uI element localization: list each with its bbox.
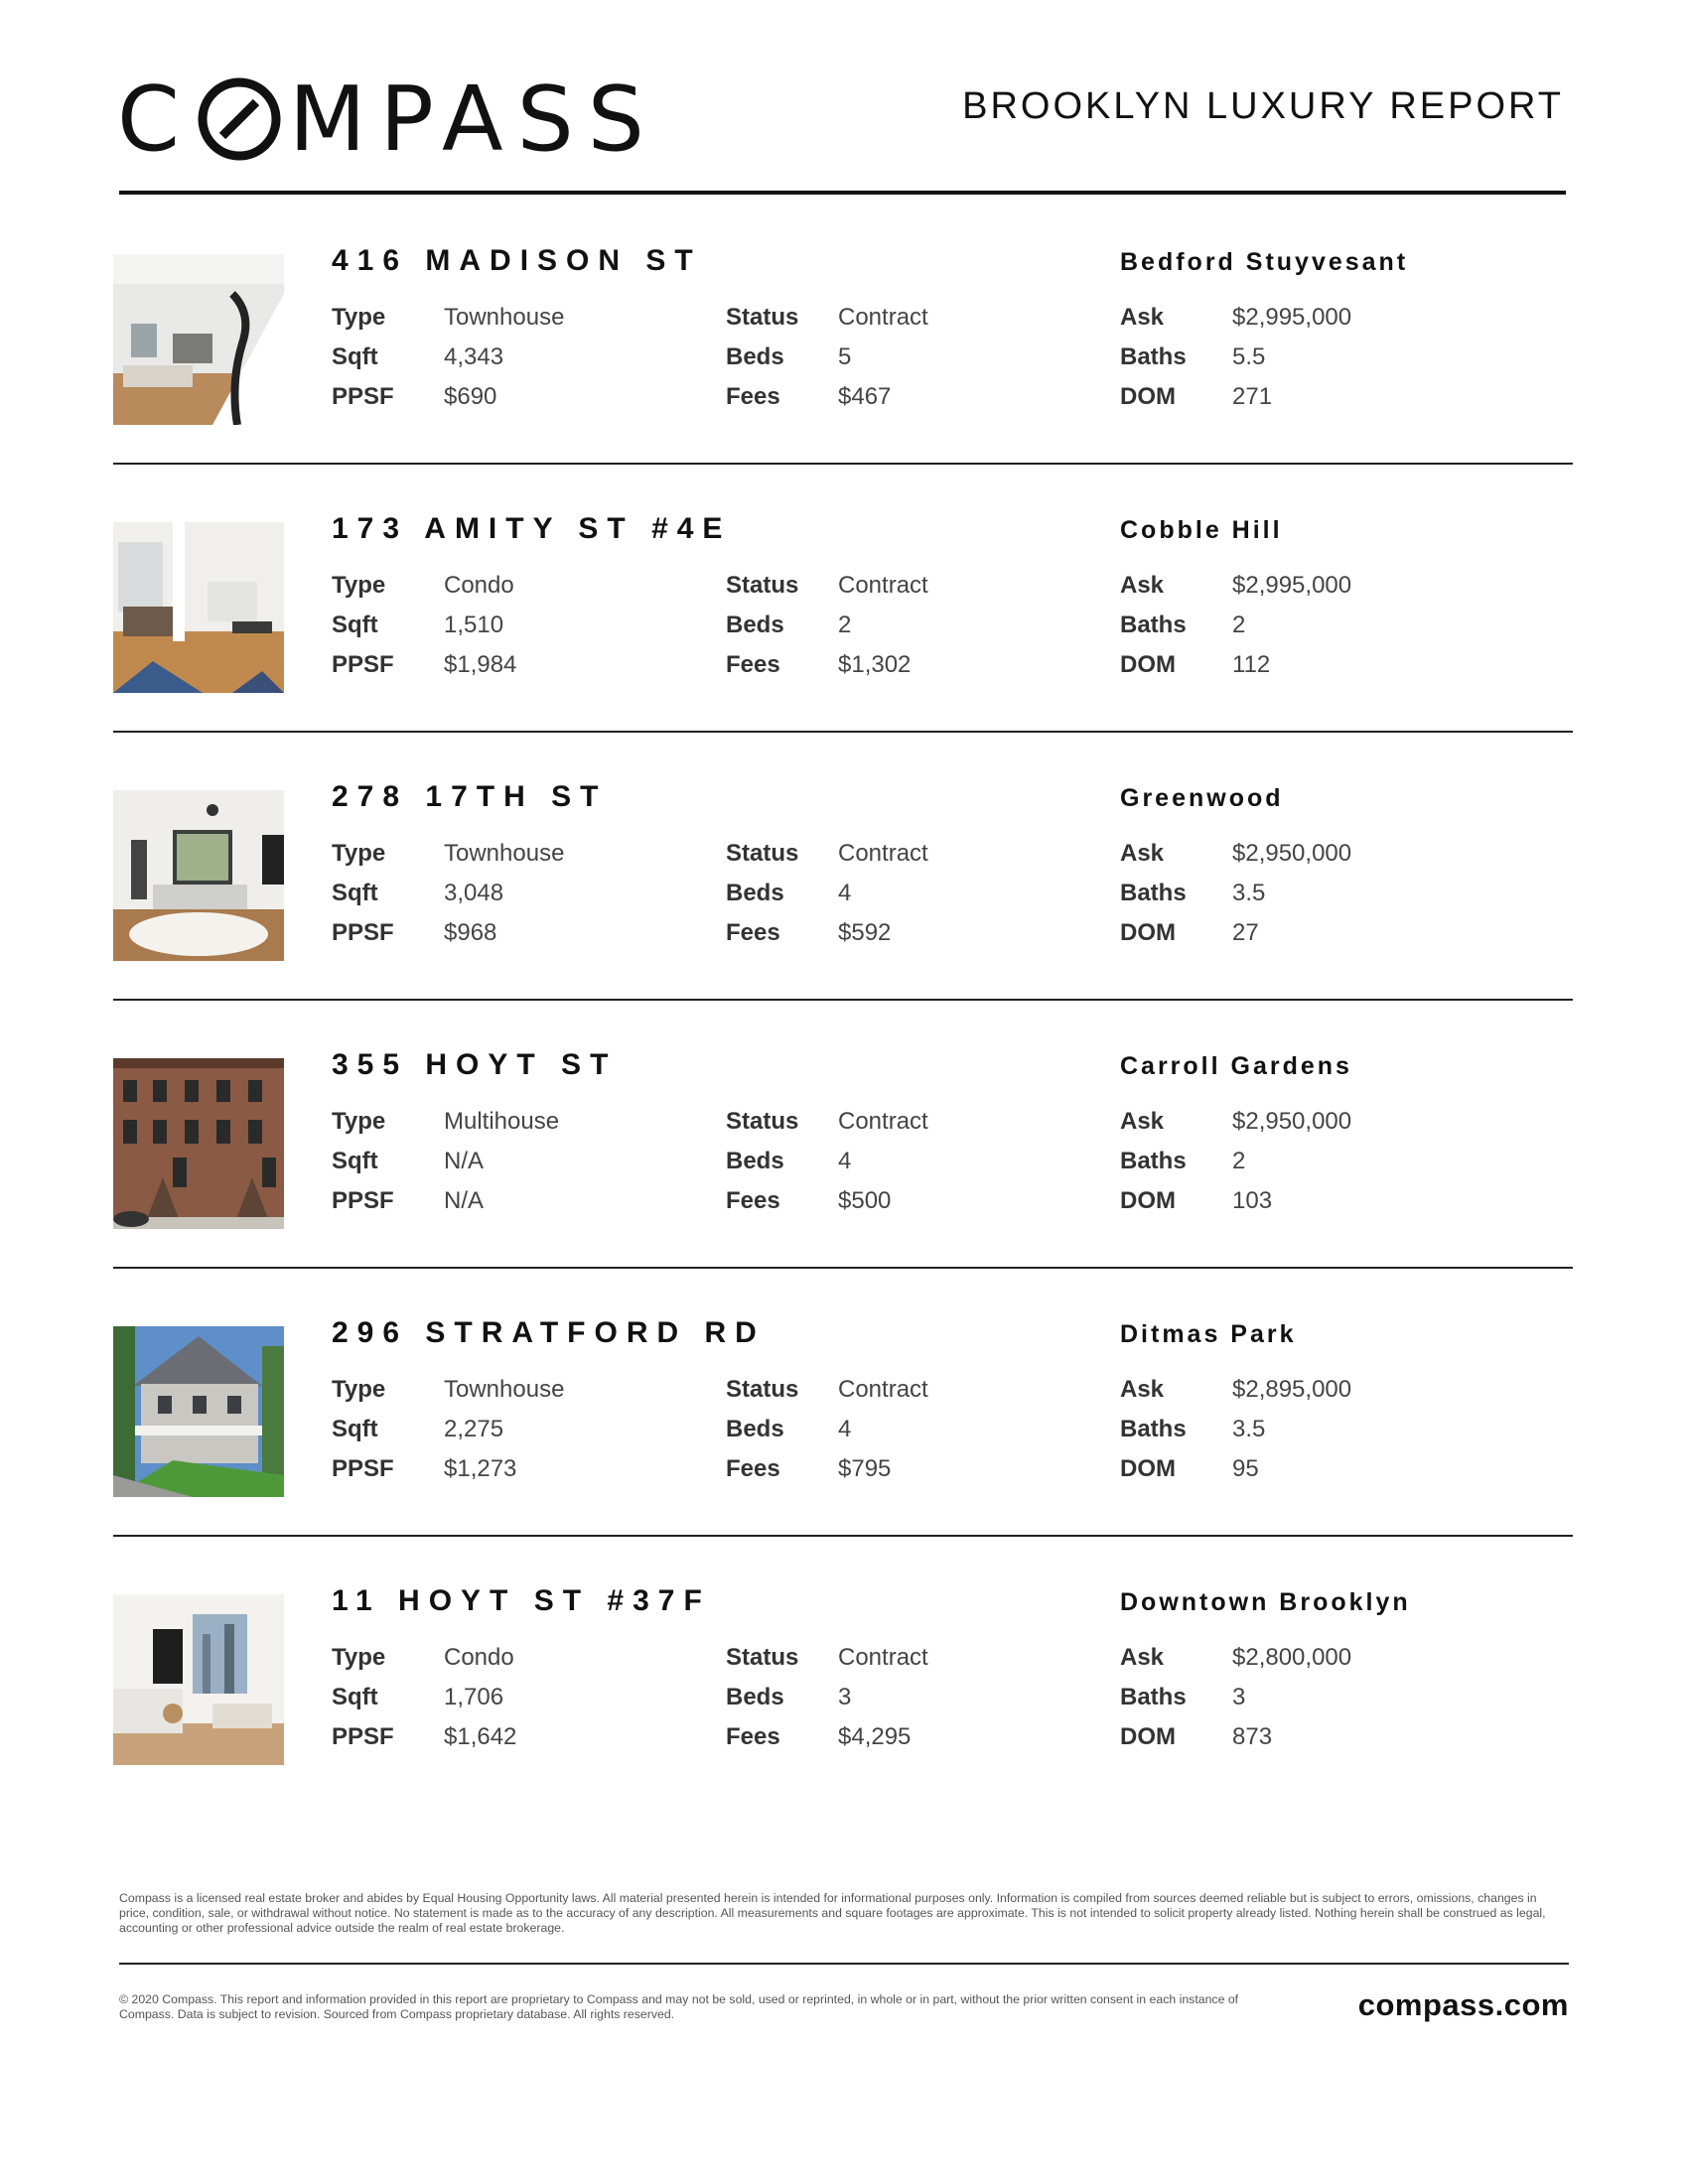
compass-logo <box>117 67 658 172</box>
type-label: Type <box>332 1376 386 1403</box>
type-value: Condo <box>444 1644 514 1671</box>
ask-value: $2,995,000 <box>1232 304 1352 331</box>
beds-label: Beds <box>726 1416 784 1442</box>
living-room-photo-icon <box>113 790 284 961</box>
fees-value: $500 <box>838 1187 892 1214</box>
ppsf-label: PPSF <box>332 919 394 946</box>
sqft-value: 1,706 <box>444 1684 504 1710</box>
beds-value: 4 <box>838 880 852 906</box>
listing-item <box>113 197 1573 465</box>
fees-label: Fees <box>726 1723 780 1750</box>
condo-interior-photo-icon <box>113 1594 284 1765</box>
beds-value: 3 <box>838 1684 852 1710</box>
ppsf-label: PPSF <box>332 1455 394 1482</box>
sqft-label: Sqft <box>332 880 378 906</box>
baths-label: Baths <box>1120 1148 1187 1174</box>
fees-value: $1,302 <box>838 651 912 678</box>
dom-label: DOM <box>1120 1455 1176 1482</box>
ask-label: Ask <box>1120 840 1165 867</box>
status-label: Status <box>726 1108 799 1135</box>
sqft-value: 3,048 <box>444 880 504 906</box>
type-label: Type <box>332 1644 386 1671</box>
listing-neighborhood: Greenwood <box>1120 784 1284 812</box>
ppsf-label: PPSF <box>332 1187 394 1214</box>
ppsf-label: PPSF <box>332 1723 394 1750</box>
baths-label: Baths <box>1120 880 1187 906</box>
status-value: Contract <box>838 1644 928 1671</box>
property-photo <box>113 790 284 961</box>
type-value: Multihouse <box>444 1108 560 1135</box>
report-title: BROOKLYN LUXURY REPORT <box>962 85 1564 127</box>
dom-label: DOM <box>1120 1187 1176 1214</box>
ask-value: $2,800,000 <box>1232 1644 1352 1671</box>
status-label: Status <box>726 1376 799 1403</box>
sqft-label: Sqft <box>332 343 378 370</box>
ask-label: Ask <box>1120 1108 1165 1135</box>
status-value: Contract <box>838 572 928 599</box>
beds-value: 4 <box>838 1148 852 1174</box>
fees-value: $795 <box>838 1455 892 1482</box>
dom-label: DOM <box>1120 1723 1176 1750</box>
ppsf-value: $1,642 <box>444 1723 517 1750</box>
beds-label: Beds <box>726 880 784 906</box>
ask-label: Ask <box>1120 1644 1165 1671</box>
ask-value: $2,995,000 <box>1232 572 1352 599</box>
header-divider <box>119 191 1566 195</box>
type-label: Type <box>332 840 386 867</box>
type-value: Townhouse <box>444 304 565 331</box>
brownstone-photo-icon <box>113 1058 284 1229</box>
fees-value: $4,295 <box>838 1723 912 1750</box>
status-value: Contract <box>838 304 928 331</box>
listing-item <box>113 733 1573 1001</box>
ppsf-value: $968 <box>444 919 497 946</box>
listing-neighborhood: Downtown Brooklyn <box>1120 1588 1411 1616</box>
interior-stair-photo-icon <box>113 254 284 425</box>
listing-address: 11 HOYT ST #37F <box>332 1584 711 1617</box>
fees-value: $592 <box>838 919 892 946</box>
listing-address: 355 HOYT ST <box>332 1048 618 1081</box>
baths-value: 3.5 <box>1232 1416 1266 1442</box>
listing-neighborhood: Carroll Gardens <box>1120 1052 1352 1080</box>
fees-label: Fees <box>726 1455 780 1482</box>
baths-value: 5.5 <box>1232 343 1266 370</box>
fees-label: Fees <box>726 651 780 678</box>
fees-label: Fees <box>726 919 780 946</box>
ppsf-value: $1,273 <box>444 1455 517 1482</box>
ask-value: $2,895,000 <box>1232 1376 1352 1403</box>
ask-label: Ask <box>1120 304 1165 331</box>
website-link[interactable]: compass.com <box>1357 1987 1569 2022</box>
logo-letters-start: C <box>117 67 194 172</box>
dom-value: 103 <box>1232 1187 1273 1214</box>
status-value: Contract <box>838 1376 928 1403</box>
status-label: Status <box>726 304 799 331</box>
beds-label: Beds <box>726 1684 784 1710</box>
dom-label: DOM <box>1120 919 1176 946</box>
status-label: Status <box>726 1644 799 1671</box>
status-value: Contract <box>838 1108 928 1135</box>
ask-value: $2,950,000 <box>1232 840 1352 867</box>
listing-item <box>113 465 1573 733</box>
listing-item <box>113 1269 1573 1537</box>
dom-value: 112 <box>1232 651 1271 678</box>
property-photo <box>113 1326 284 1497</box>
fees-value: $467 <box>838 383 892 410</box>
ppsf-label: PPSF <box>332 651 394 678</box>
footer-divider <box>119 1963 1569 1965</box>
listing-address: 416 MADISON ST <box>332 244 702 277</box>
sqft-label: Sqft <box>332 1148 378 1174</box>
sqft-value: 1,510 <box>444 612 504 638</box>
baths-label: Baths <box>1120 612 1187 638</box>
property-photo <box>113 522 284 693</box>
status-label: Status <box>726 840 799 867</box>
dom-value: 271 <box>1232 383 1273 410</box>
ask-value: $2,950,000 <box>1232 1108 1352 1135</box>
listing-neighborhood: Ditmas Park <box>1120 1320 1297 1348</box>
sqft-label: Sqft <box>332 612 378 638</box>
baths-label: Baths <box>1120 343 1187 370</box>
copyright-text: © 2020 Compass. This report and information provided in this report are proprietary to Compass and may not be sold, used or reprinted, in whole or in part, without the prior written consent in each instance of Compass. Data is subject to revision. Sourced from Compass proprietary database. All rights reserved. <box>119 1992 1239 2021</box>
listing-neighborhood: Bedford Stuyvesant <box>1120 248 1409 276</box>
type-label: Type <box>332 1108 386 1135</box>
ask-label: Ask <box>1120 572 1165 599</box>
fees-label: Fees <box>726 383 780 410</box>
baths-value: 2 <box>1232 612 1246 638</box>
beds-value: 4 <box>838 1416 852 1442</box>
sqft-value: 4,343 <box>444 343 504 370</box>
dom-label: DOM <box>1120 651 1176 678</box>
type-label: Type <box>332 572 386 599</box>
beds-label: Beds <box>726 343 784 370</box>
sqft-value: N/A <box>444 1148 485 1174</box>
victorian-house-photo-icon <box>113 1326 284 1497</box>
beds-value: 2 <box>838 612 852 638</box>
ppsf-value: $690 <box>444 383 497 410</box>
listing-address: 296 STRATFORD RD <box>332 1316 766 1349</box>
type-value: Condo <box>444 572 514 599</box>
kitchen-photo-icon <box>113 522 284 693</box>
ppsf-label: PPSF <box>332 383 394 410</box>
baths-value: 3 <box>1232 1684 1246 1710</box>
type-value: Townhouse <box>444 1376 565 1403</box>
beds-label: Beds <box>726 1148 784 1174</box>
compass-o-icon <box>196 75 283 163</box>
dom-value: 873 <box>1232 1723 1273 1750</box>
listing-item <box>113 1537 1573 1805</box>
sqft-value: 2,275 <box>444 1416 504 1442</box>
type-label: Type <box>332 304 386 331</box>
sqft-label: Sqft <box>332 1684 378 1710</box>
ppsf-value: $1,984 <box>444 651 517 678</box>
dom-value: 27 <box>1232 919 1259 946</box>
sqft-label: Sqft <box>332 1416 378 1442</box>
dom-label: DOM <box>1120 383 1176 410</box>
listing-address: 278 17TH ST <box>332 780 608 813</box>
status-value: Contract <box>838 840 928 867</box>
baths-label: Baths <box>1120 1416 1187 1442</box>
disclaimer-text: Compass is a licensed real estate broker and abides by Equal Housing Opportunity laws. All material presented herein is intended for informational purposes only. Information is compiled from sources deemed reliable but is subject to errors, omissions, changes in price, condition, sale, or withdrawal without notice. No statement is made as to the accuracy of any description. All measurements and square footages are approximate. This is not intended to solicit property already listed. Nothing herein shall be construed as legal, accounting or other professional advice outside the realm of real estate brokerage. <box>119 1891 1546 1935</box>
listing-item <box>113 1001 1573 1269</box>
property-photo <box>113 254 284 425</box>
fees-label: Fees <box>726 1187 780 1214</box>
beds-value: 5 <box>838 343 852 370</box>
property-photo <box>113 1594 284 1765</box>
listing-neighborhood: Cobble Hill <box>1120 516 1283 544</box>
type-value: Townhouse <box>444 840 565 867</box>
status-label: Status <box>726 572 799 599</box>
listing-address: 173 AMITY ST #4E <box>332 512 732 545</box>
ppsf-value: N/A <box>444 1187 485 1214</box>
baths-value: 3.5 <box>1232 880 1266 906</box>
beds-label: Beds <box>726 612 784 638</box>
logo-letters-end: MPASS <box>288 67 658 172</box>
baths-value: 2 <box>1232 1148 1246 1174</box>
property-photo <box>113 1058 284 1229</box>
dom-value: 95 <box>1232 1455 1259 1482</box>
ask-label: Ask <box>1120 1376 1165 1403</box>
baths-label: Baths <box>1120 1684 1187 1710</box>
